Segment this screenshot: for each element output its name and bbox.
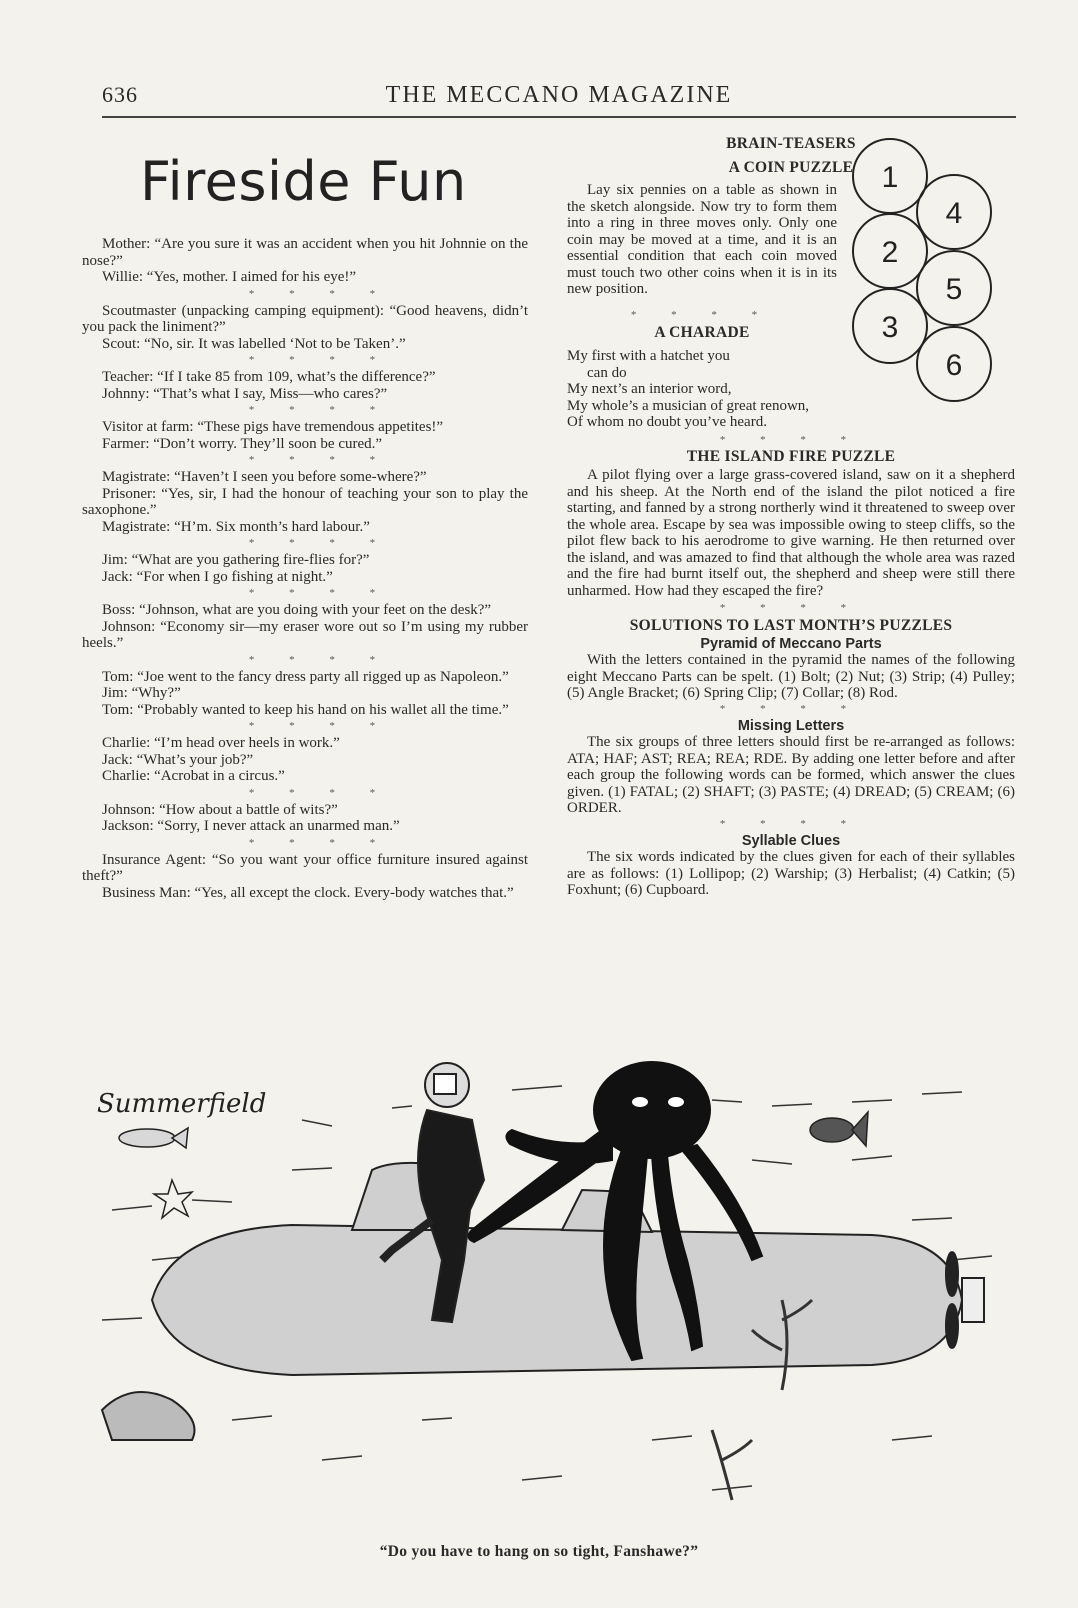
syllable-clues-text: The six words indicated by the clues given for each of their syllables are as follows: (1) Lollipop; (2) Warship; (3) Herbalist; (4) Catkin; (5) Foxhunt; (6) Cupboard.: [567, 849, 1015, 898]
cartoon-illustration: [92, 1060, 1012, 1520]
joke-line: Johnson: “Economy sir—my eraser wore out so I’m using my rubber heels.”: [82, 618, 528, 651]
separator: * * * *: [248, 587, 392, 599]
charade-line: My whole’s a musician of great renown,: [567, 397, 810, 414]
coin-label: 3: [881, 311, 899, 344]
section-title: Fireside Fun: [140, 150, 467, 213]
joke-line: Scoutmaster (unpacking camping equipment): “Good heavens, didn’t you pack the liniment?”: [82, 302, 528, 335]
coin-puzzle-text: Lay six pennies on a table as shown in the sketch alongside. Now try to form them into a ring in three moves only. Only one coin may be moved at a time, and it is an essential condition that each coin moved must touch two other coins when it is in its new position.: [567, 182, 837, 297]
separator: * * * *: [248, 354, 392, 366]
separator: * * * *: [248, 287, 392, 300]
charade-line: My first with a hatchet you: [567, 348, 730, 364]
coin-label: 5: [945, 273, 963, 306]
page-number: 636: [102, 82, 138, 107]
page-header: [102, 82, 1016, 118]
joke-line: Boss: “Johnson, what are you doing with your feet on the desk?”: [102, 602, 492, 618]
separator: * * * *: [248, 404, 392, 416]
missing-letters-heading: Missing Letters: [737, 717, 845, 734]
brain-teasers-heading: BRAIN-TEASERS: [726, 135, 856, 152]
syllable-clues-heading: Syllable Clues: [741, 832, 841, 849]
coin-puzzle-heading: A COIN PUZZLE: [728, 158, 854, 176]
pyramid-heading: Pyramid of Meccano Parts: [700, 635, 882, 652]
joke-line: Jackson: “Sorry, I never attack an unarmed man.”: [102, 818, 400, 834]
jokes-column: [82, 236, 528, 901]
coin-label: 1: [881, 161, 899, 194]
island-puzzle-heading: THE ISLAND FIRE PUZZLE: [686, 447, 896, 465]
missing-letters-text: The six groups of three letters should first be re-arranged as follows: ATA; HAF; AST; REA; REA; RDE. By adding one letter before and after each group the following words can be formed, which answer the clues given. (1) FATAL; (2) SHAFT; (3) PASTE; (4) DREAD; (5) CREAM; (6) ORDER.: [567, 734, 1015, 816]
coin-label: 2: [881, 236, 899, 269]
joke-line: Business Man: “Yes, all except the clock. Every-body watches that.”: [102, 884, 514, 901]
joke-line: Charlie: “Acrobat in a circus.”: [102, 768, 285, 784]
separator: * * * *: [719, 817, 863, 830]
artist-signature: Summerfield: [97, 1089, 267, 1119]
coin-label: 6: [945, 349, 963, 382]
joke-line: Johnny: “That’s what I say, Miss—who cares?”: [102, 385, 388, 402]
fish-right: [810, 1112, 868, 1146]
separator: * * * *: [248, 454, 392, 466]
joke-line: Charlie: “I’m head over heels in work.”: [102, 735, 340, 751]
separator: * * * *: [719, 702, 863, 715]
joke-line: Johnson: “How about a battle of wits?”: [102, 801, 338, 818]
separator: * * * *: [248, 537, 392, 549]
submarine: [152, 1225, 962, 1375]
joke-line: Tom: “Joe went to the fancy dress party all rigged up as Napoleon.”: [102, 668, 509, 685]
joke-line: Prisoner: “Yes, sir, I had the honour of teaching your son to play the saxophone.”: [82, 485, 528, 518]
charade-heading: A CHARADE: [654, 323, 750, 341]
joke-line: Insurance Agent: “So you want your office furniture insured against theft?”: [82, 851, 528, 884]
magazine-title: THE MECCANO MAGAZINE: [385, 82, 733, 108]
separator: * * * *: [719, 433, 863, 446]
starfish: [154, 1180, 192, 1218]
joke-line: Scout: “No, sir. It was labelled ‘Not to be Taken’.”: [102, 335, 406, 352]
joke-line: Farmer: “Don’t worry. They’ll soon be cured.”: [102, 435, 383, 452]
separator: * * * *: [248, 786, 392, 799]
separator: * * * *: [630, 308, 774, 321]
joke-line: Visitor at farm: “These pigs have tremendous appetites!”: [102, 419, 444, 435]
joke-line: Magistrate: “H’m. Six month’s hard labour.”: [102, 518, 370, 535]
joke-line: Jack: “What’s your job?”: [102, 751, 254, 768]
joke-line: Willie: “Yes, mother. I aimed for his eye!”: [102, 269, 357, 285]
separator: * * * *: [248, 653, 392, 666]
coin-diagram: [850, 138, 1020, 428]
fish-left: [119, 1128, 188, 1148]
rock: [102, 1392, 195, 1440]
separator: * * * *: [248, 720, 392, 732]
charade-line: Of whom no doubt you’ve heard.: [567, 414, 767, 430]
joke-line: Jack: “For when I go fishing at night.”: [102, 568, 333, 585]
joke-line: Jim: “Why?”: [102, 685, 181, 701]
charade-line: My next’s an interior word,: [567, 381, 732, 397]
separator: * * * *: [719, 602, 863, 614]
joke-line: Tom: “Probably wanted to keep his hand on his wallet all the time.”: [102, 701, 509, 718]
coin-label: 4: [945, 197, 963, 230]
separator: * * * *: [248, 836, 392, 849]
charade-line: can do: [587, 364, 627, 381]
cartoon-caption: “Do you have to hang on so tight, Fanshawe?”: [379, 1543, 699, 1560]
joke-line: Jim: “What are you gathering fire-flies for?”: [102, 552, 370, 568]
island-puzzle-text: A pilot flying over a large grass-covered island, saw on it a shepherd and his sheep. At the North end of the island the pilot noticed a fire starting, and fanned by a strong northerly wind it threatened to sweep over the whole area. Escape by sea was impossible owing to steep cliffs, so the pilot flew back to his aerodrome to give warning. He then returned over the island, and was amazed to find that although the whole area was razed and the fire had burnt itself out, the shepherd and sheep were still there unharmed. How had they escaped the fire?: [567, 467, 1015, 599]
pyramid-solution-text: With the letters contained in the pyramid the names of the following eight Meccano Parts can be spelt. (1) Bolt; (2) Nut; (3) Strip; (4) Pulley; (5) Angle Bracket; (6) Spring Clip; (7) Collar; (8) Rod.: [567, 652, 1015, 701]
joke-line: Magistrate: “Haven’t I seen you before some-where?”: [102, 469, 427, 485]
solutions-heading: SOLUTIONS TO LAST MONTH’S PUZZLES: [629, 617, 953, 634]
joke-line: Mother: “Are you sure it was an accident when you hit Johnnie on the nose?”: [82, 236, 528, 269]
joke-line: Teacher: “If I take 85 from 109, what’s the difference?”: [102, 369, 436, 385]
